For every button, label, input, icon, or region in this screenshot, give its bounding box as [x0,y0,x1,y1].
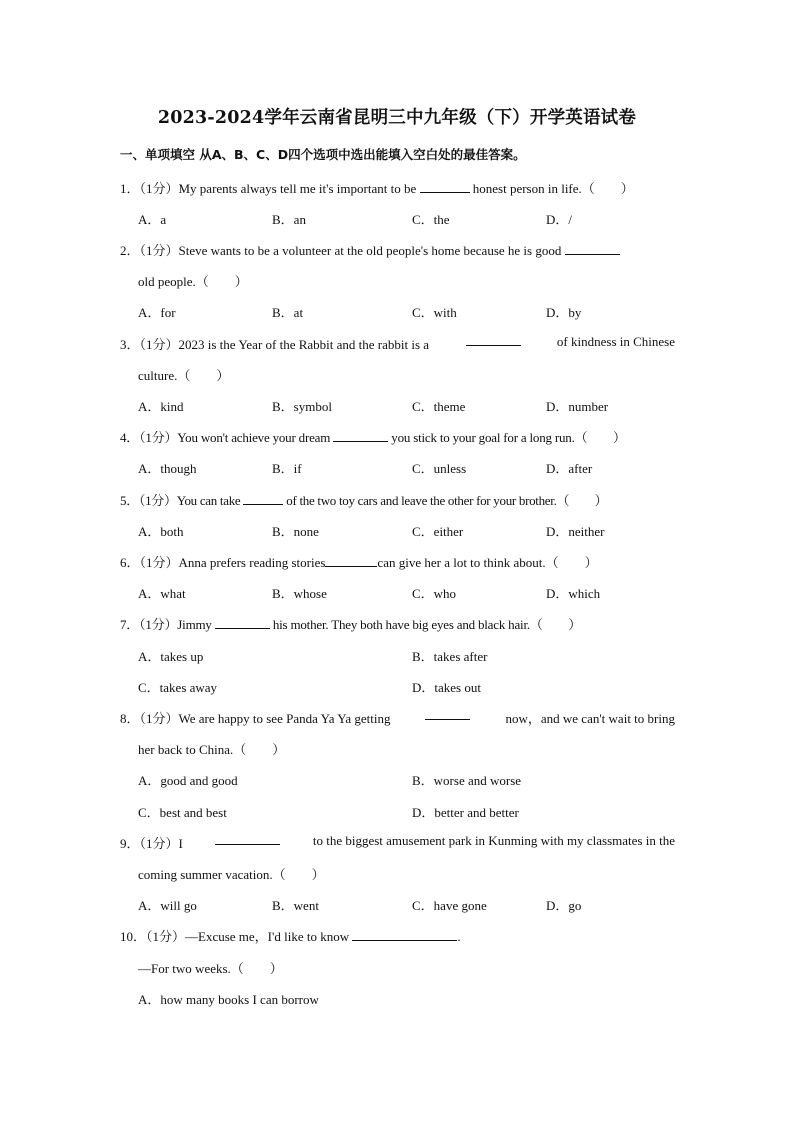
q8-option-a[interactable]: A．good and good [138,773,238,788]
q5-option-c[interactable]: C．either [412,524,464,539]
q6-option-d[interactable]: D．which [546,586,601,601]
q8-stem: 8．（1分）We are happy to see Panda Ya Ya getting [120,711,391,726]
question-7 [120,614,675,633]
q4-option-a[interactable]: A．though [138,461,197,476]
q3-option-b[interactable]: B．symbol [272,399,332,414]
question-1 [120,178,675,197]
q6-option-a[interactable]: A．what [138,586,186,601]
q1-stem-end: honest person in life.（ ） [472,181,634,196]
q6-option-c[interactable]: C．who [412,586,457,601]
question-9 [120,833,675,852]
answer-blank [215,617,270,629]
q9-stem-cont: coming summer vacation.（ ） [138,867,325,882]
q2-option-c[interactable]: C．with [412,305,457,320]
q2-stem-cont: old people.（ ） [138,274,248,289]
question-2 [120,240,675,259]
q9-stem-end: to the biggest amusement park in Kunming with my classmates in the [312,833,675,848]
answer-blank [466,334,521,346]
q2-option-b[interactable]: B．at [272,305,304,320]
q7-option-a[interactable]: A．takes up [138,649,204,664]
q3-stem-cont: culture.（ ） [138,368,230,383]
q4-option-d[interactable]: D．after [546,461,593,476]
q5-stem-end: of the two toy cars and leave the other for your brother.（ ） [286,493,608,508]
q10-stem-cont: —For two weeks.（ ） [138,961,283,976]
q5-option-d[interactable]: D．neither [546,524,605,539]
q7-option-c[interactable]: C．takes away [138,680,218,695]
page-title: 2023-2024学年云南省昆明三中九年级（下）开学英语试卷 [157,108,637,128]
q1-stem: 1．（1分）My parents always tell me it's important to be [120,181,417,196]
q7-stem: 7．（1分）Jimmy [120,617,212,632]
q3-stem-end: of kindness in Chinese [556,334,675,349]
q8-stem-end: now，and we can't wait to bring [505,711,675,726]
q7-option-b[interactable]: B．takes after [412,649,488,664]
q3-stem: 3．（1分）2023 is the Year of the Rabbit and the rabbit is a [120,337,430,352]
q6-stem-end: can give her a lot to think about.（ ） [377,555,598,570]
q1-option-a[interactable]: A．a [138,212,167,227]
answer-blank [352,929,457,941]
q9-option-b[interactable]: B．went [272,898,319,913]
q9-option-a[interactable]: A．will go [138,898,197,913]
q3-option-a[interactable]: A．kind [138,399,184,414]
q1-option-d[interactable]: D．/ [546,212,573,227]
q4-option-c[interactable]: C．unless [412,461,467,476]
question-8 [120,708,675,727]
q3-option-c[interactable]: C．theme [412,399,466,414]
q2-option-d[interactable]: D．by [546,305,582,320]
question-3 [120,334,675,353]
q5-stem: 5．（1分）You can take [120,493,241,508]
q4-stem: 4．（1分）You won't achieve your dream [120,430,331,445]
question-10 [120,926,675,945]
q9-option-d[interactable]: D．go [546,898,582,913]
q1-option-c[interactable]: C．the [412,212,450,227]
question-4 [120,427,675,446]
question-6 [120,552,675,571]
answer-blank [325,555,377,567]
q2-stem: 2．（1分）Steve wants to be a volunteer at the old people's home because he is good [120,243,562,258]
q8-option-c[interactable]: C．best and best [138,805,227,820]
q9-stem: 9．（1分）I [120,836,183,851]
q10-stem-end: . [457,929,461,944]
q7-option-d[interactable]: D．takes out [412,680,481,695]
q8-stem-cont: her back to China.（ ） [138,742,286,757]
q4-stem-end: you stick to your goal for a long run.（ ） [391,430,626,445]
q2-option-a[interactable]: A．for [138,305,176,320]
answer-blank [215,833,280,845]
q6-stem: 6．（1分）Anna prefers reading stories [120,555,326,570]
q3-option-d[interactable]: D．number [546,399,609,414]
answer-blank [565,243,620,255]
q5-option-b[interactable]: B．none [272,524,319,539]
q1-option-b[interactable]: B．an [272,212,306,227]
q6-option-b[interactable]: B．whose [272,586,327,601]
section-heading: 一、单项填空 从A、B、C、D四个选项中选出能填入空白处的最佳答案。 [120,147,526,162]
answer-blank [420,181,470,193]
answer-blank [333,430,388,442]
q7-stem-end: his mother. They both have big eyes and black hair.（ ） [272,617,582,632]
q10-stem: 10．（1分）—Excuse me，I'd like to know [120,929,350,944]
answer-blank [243,493,283,505]
q8-option-b[interactable]: B．worse and worse [412,773,522,788]
q8-option-d[interactable]: D．better and better [412,805,519,820]
question-5 [120,490,675,509]
q5-option-a[interactable]: A．both [138,524,184,539]
q4-option-b[interactable]: B．if [272,461,302,476]
q9-option-c[interactable]: C．have gone [412,898,487,913]
q10-option-a[interactable]: A．how many books I can borrow [138,992,319,1007]
answer-blank [425,708,470,720]
